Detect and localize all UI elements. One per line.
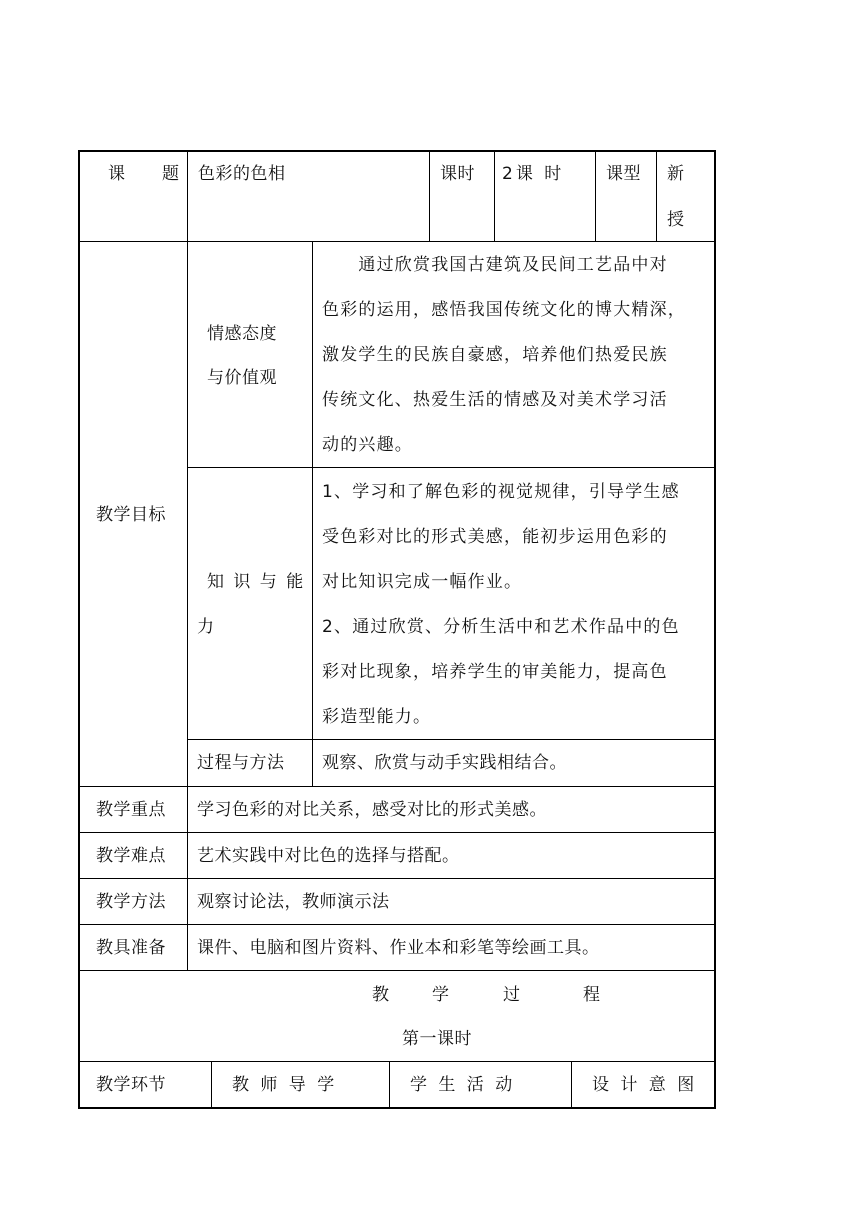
- objectives-label: 教学目标: [96, 505, 166, 525]
- hours-value: 2课 时: [502, 164, 565, 184]
- process-value: 观察、欣赏与动手实践相结合。: [322, 753, 567, 773]
- text-line: 通过欣赏我国古建筑及民间工艺品中对: [322, 255, 668, 275]
- table-border-right: [714, 150, 716, 1109]
- row-divider: [78, 241, 716, 242]
- column-header-student: 学 生 活 动: [410, 1075, 516, 1095]
- process-label: 过程与方法: [197, 753, 285, 773]
- subject-value: 色彩的色相: [198, 164, 286, 184]
- type-value-line2: 授: [667, 210, 685, 230]
- process-title-char: 教: [372, 985, 390, 1005]
- text-line: 色彩的运用，感悟我国传统文化的博大精深，: [322, 300, 686, 320]
- col-divider: [571, 1061, 572, 1108]
- col-divider: [656, 150, 657, 241]
- text-line: 2、通过欣赏、分析生活中和艺术作品中的色: [322, 617, 680, 637]
- difficulty-label: 教学难点: [96, 846, 166, 866]
- text-line: 动的兴趣。: [322, 435, 413, 455]
- knowledge-label-line1: 知 识 与 能: [207, 572, 306, 592]
- knowledge-text: [322, 470, 712, 740]
- text-line: 彩造型能力。: [322, 707, 432, 727]
- text-line: 对比知识完成一幅作业。: [322, 572, 523, 592]
- col-divider: [312, 241, 313, 786]
- process-title-char: 程: [583, 985, 601, 1005]
- process-title-char: 学: [432, 985, 450, 1005]
- text-line: 激发学生的民族自豪感，培养他们热爱民族: [322, 345, 668, 365]
- lesson-number: 第一课时: [402, 1029, 472, 1049]
- process-title-char: 过: [503, 985, 521, 1005]
- tools-label: 教具准备: [96, 938, 166, 958]
- type-value-line1: 新: [667, 164, 685, 184]
- emotion-label-line1: 情感态度: [207, 324, 277, 344]
- knowledge-label-line2: 力: [197, 617, 215, 637]
- col-divider: [595, 150, 596, 241]
- difficulty-value: 艺术实践中对比色的选择与搭配。: [197, 846, 460, 866]
- tools-value: 课件、电脑和图片资料、作业本和彩笔等绘画工具。: [197, 938, 600, 958]
- type-label: 课型: [606, 164, 641, 184]
- col-divider: [211, 1061, 212, 1108]
- col-divider: [389, 1061, 390, 1108]
- method-label: 教学方法: [96, 892, 166, 912]
- text-line: 1、学习和了解色彩的视觉规律，引导学生感: [322, 482, 680, 502]
- col-divider: [494, 150, 495, 241]
- col-divider: [429, 150, 430, 241]
- col-divider: [187, 150, 188, 970]
- emotion-text: [322, 243, 712, 468]
- column-header-stage: 教学环节: [96, 1075, 166, 1095]
- key-point-value: 学习色彩的对比关系，感受对比的形式美感。: [197, 800, 547, 820]
- text-line: 彩对比现象，培养学生的审美能力，提高色: [322, 662, 668, 682]
- emotion-label-line2: 与价值观: [207, 368, 277, 388]
- text-line: 传统文化、热爱生活的情感及对美术学习活: [322, 390, 668, 410]
- subject-label: 课 题: [108, 164, 189, 184]
- method-value: 观察讨论法，教师演示法: [197, 892, 390, 912]
- column-header-purpose: 设 计 意 图: [592, 1075, 698, 1095]
- column-header-teacher: 教 师 导 学: [232, 1075, 338, 1095]
- text-line: 受色彩对比的形式美感，能初步运用色彩的: [322, 527, 668, 547]
- key-point-label: 教学重点: [96, 800, 166, 820]
- table-border-left: [78, 150, 80, 1109]
- hours-label: 课时: [440, 164, 475, 184]
